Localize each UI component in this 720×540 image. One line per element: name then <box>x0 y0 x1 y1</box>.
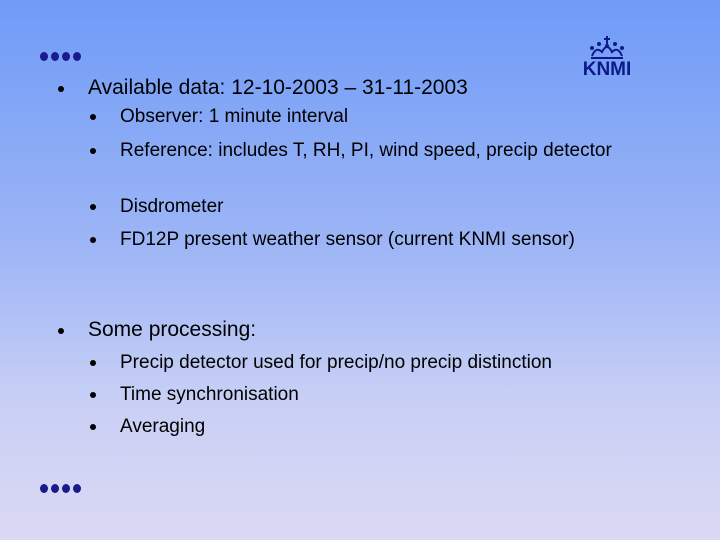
decorative-dots-top <box>40 52 81 61</box>
dot-icon <box>62 52 70 61</box>
bullet-icon <box>90 148 96 154</box>
dot-icon <box>73 52 81 61</box>
list-item-text: Time synchronisation <box>120 384 299 405</box>
decorative-dots-bottom <box>40 484 81 493</box>
dot-icon <box>40 484 48 493</box>
dot-icon <box>51 484 59 493</box>
crown-icon <box>578 34 636 62</box>
list-item-text: FD12P present weather sensor (current KNMI sensor) <box>120 229 575 250</box>
list-item-text: Observer: 1 minute interval <box>120 106 349 127</box>
dot-icon <box>62 484 70 493</box>
dot-icon <box>73 484 81 493</box>
bullet-icon <box>90 114 96 120</box>
bullet-icon <box>90 204 96 210</box>
list-item-text: Precip detector used for precip/no precip distinction <box>120 352 552 373</box>
list-item-text: Disdrometer <box>120 196 224 217</box>
list-item-text: Reference: includes T, RH, PI, wind speed, precip detector <box>120 140 612 161</box>
heading-text: Some processing: <box>88 318 257 341</box>
dot-icon <box>40 52 48 61</box>
bullet-icon <box>90 392 96 398</box>
bullet-icon <box>58 86 64 92</box>
logo-text: KNMI <box>582 59 632 80</box>
knmi-logo <box>578 34 636 82</box>
bullet-icon <box>90 424 96 430</box>
bullet-icon <box>90 237 96 243</box>
dot-icon <box>51 52 59 61</box>
bullet-icon <box>90 360 96 366</box>
bullet-icon <box>58 328 64 334</box>
list-item-text: Averaging <box>120 416 206 437</box>
heading-text: Available data: 12-10-2003 – 31-11-2003 <box>88 76 468 99</box>
